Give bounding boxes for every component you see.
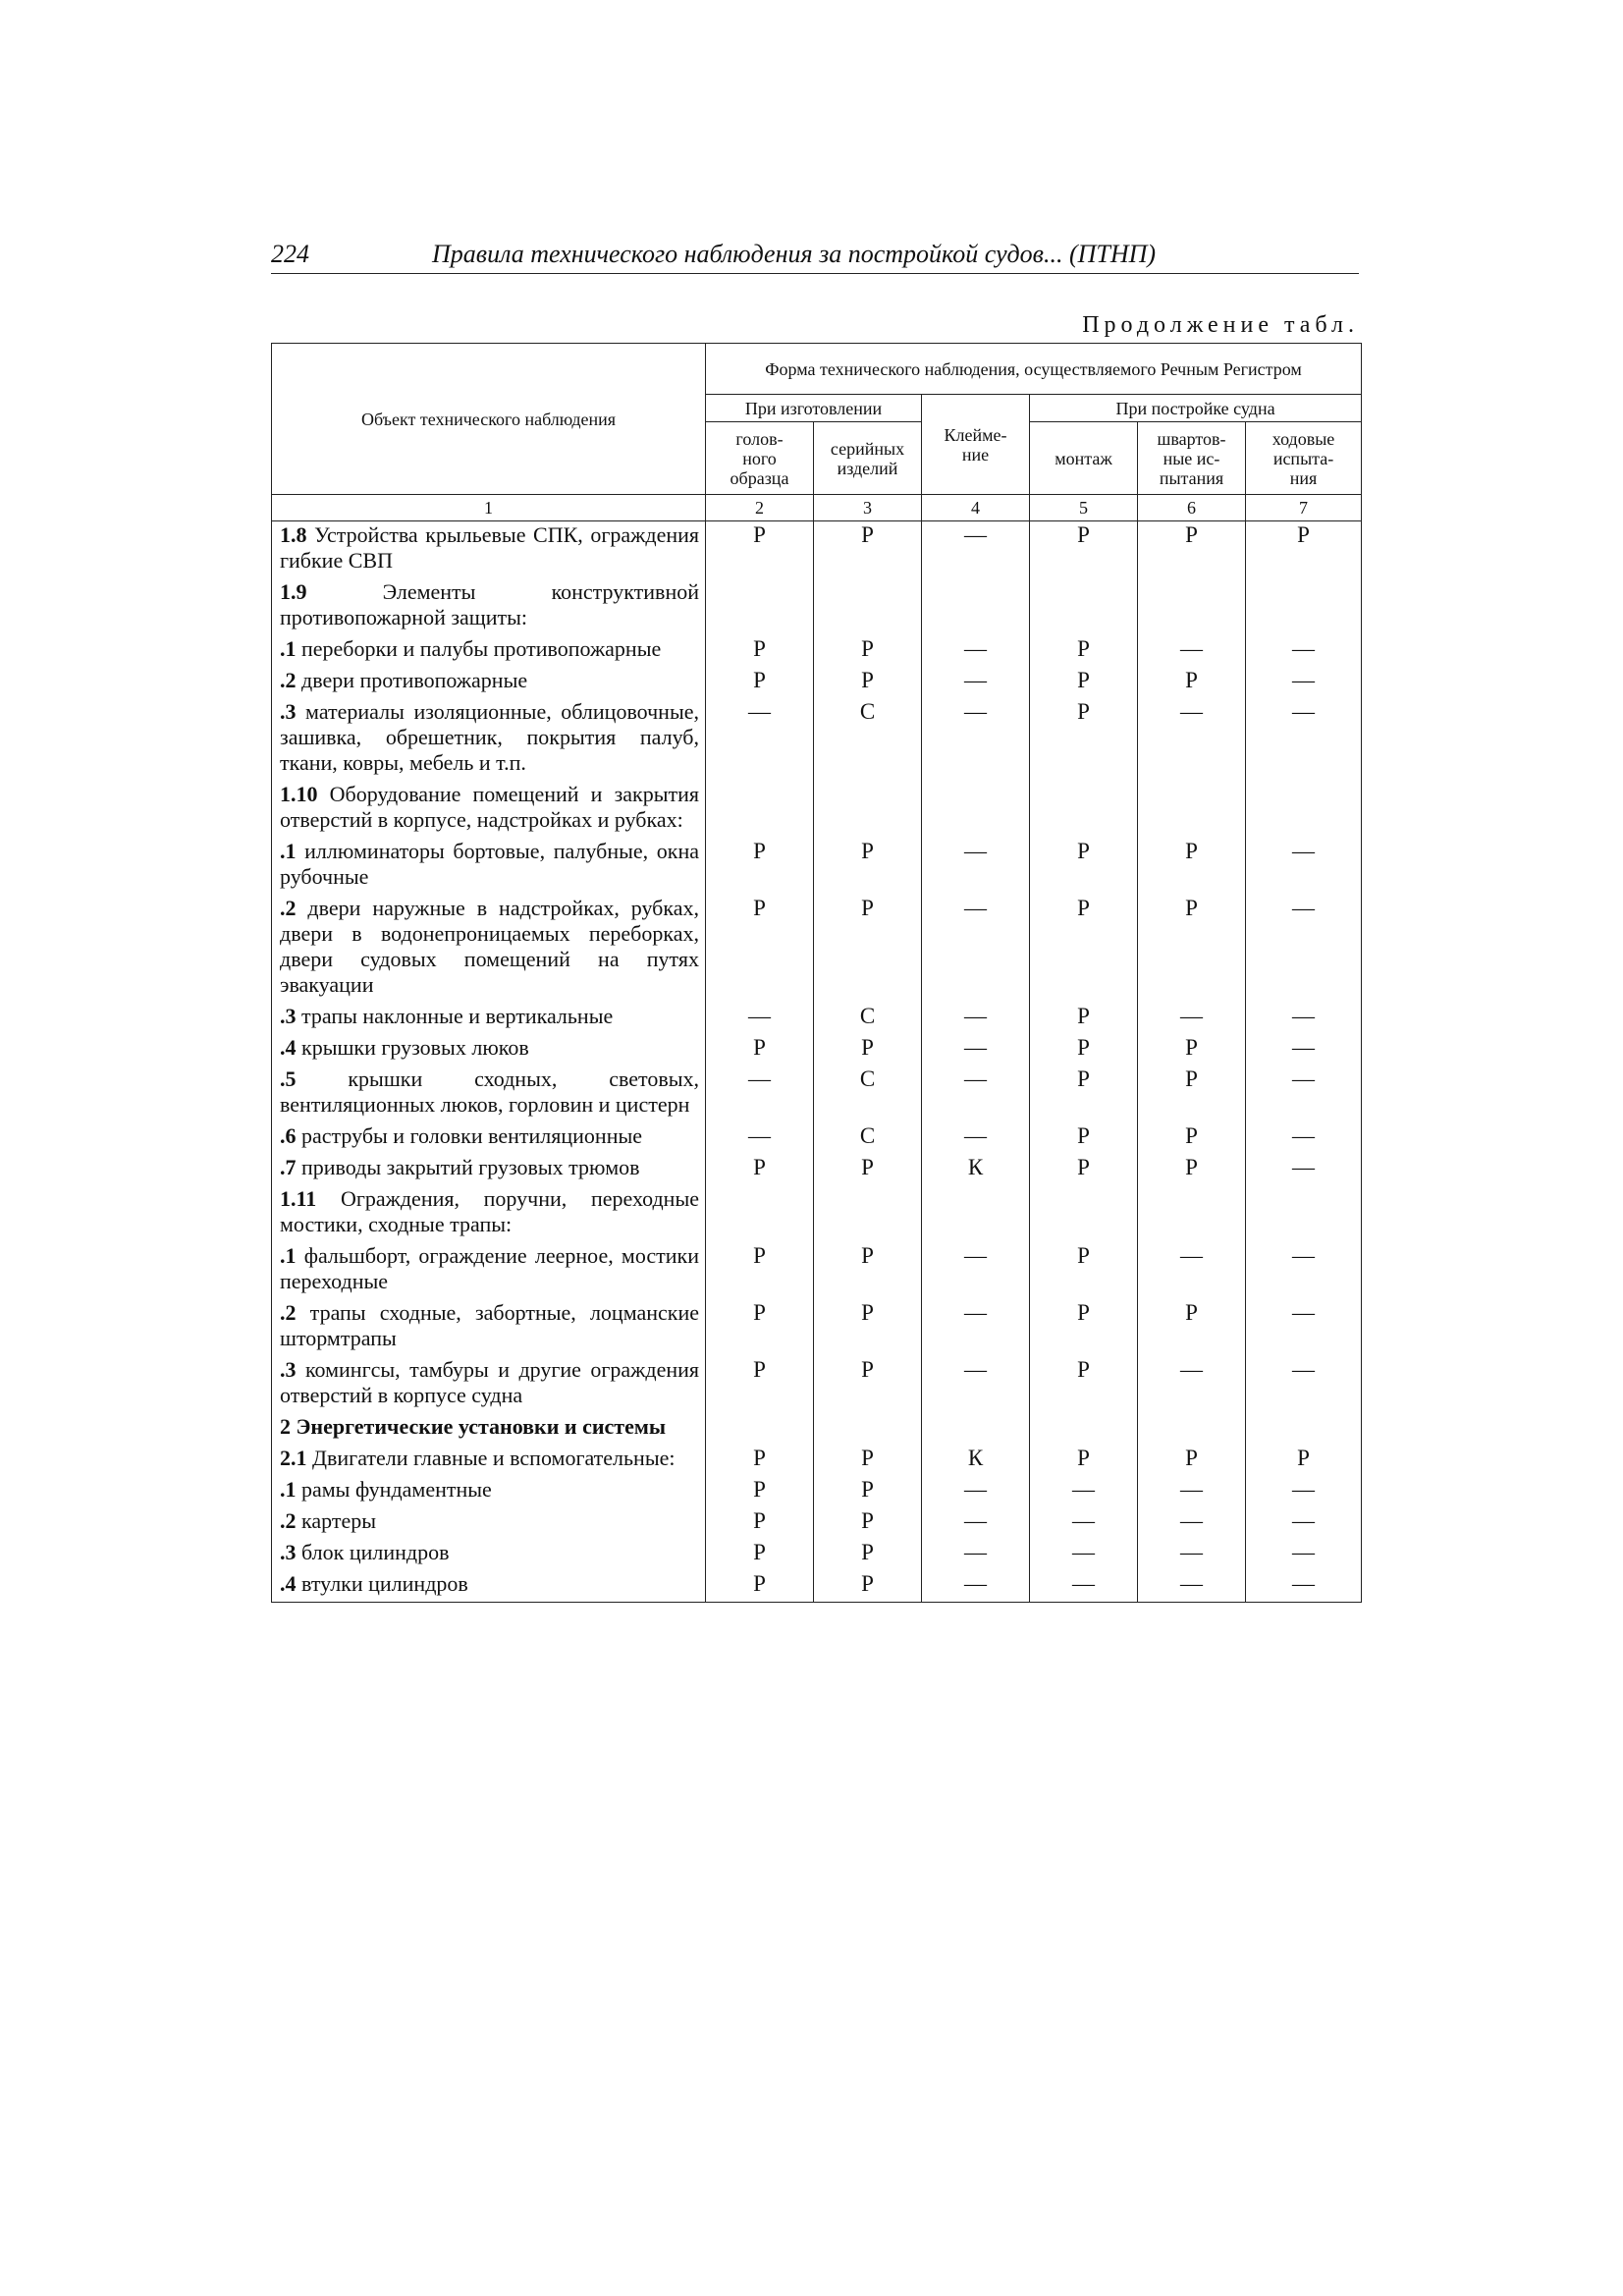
supervision-mark [1030,781,1138,838]
supervision-mark: — [1138,698,1246,781]
supervision-mark: — [1246,895,1362,1003]
supervision-mark: С [814,698,922,781]
supervision-mark: — [1138,1242,1246,1299]
supervision-mark [922,1185,1030,1242]
supervision-mark: Р [706,1242,814,1299]
supervision-mark: — [1246,1507,1362,1539]
row-object [272,1003,706,1034]
row-object [272,781,706,838]
item-number: 1.11 [280,1186,317,1211]
supervision-mark: Р [1246,1445,1362,1476]
row-object [272,895,706,1003]
column-number: 1 [272,495,706,521]
row-object [272,838,706,895]
row-object [272,1034,706,1066]
item-text: крышки грузовых люков [296,1035,529,1060]
row-object [272,1066,706,1122]
supervision-mark: — [1246,1034,1362,1066]
supervision-mark: Р [814,635,922,667]
supervision-mark [1246,578,1362,635]
item-number: .7 [280,1155,297,1179]
supervision-mark: К [922,1445,1030,1476]
table-row [272,521,1362,579]
item-number: .6 [280,1123,297,1148]
item-text: двери противопожарные [296,668,528,692]
row-object [272,521,706,579]
supervision-mark: Р [1030,1242,1138,1299]
item-text: блок цилиндров [296,1540,450,1564]
row-object [272,667,706,698]
running-title: Правила технического наблюдения за постройкой судов... (ПТНП) [432,240,1157,268]
supervision-mark: — [1246,1066,1362,1122]
item-number: 1.10 [280,782,318,806]
supervision-mark: — [1138,1356,1246,1413]
table-row [272,1476,1362,1507]
supervision-mark: Р [706,1507,814,1539]
header-form: Форма технического наблюдения, осуществляемого Речным Регистром [706,344,1362,395]
item-text: Устройства крыльевые СПК, ограждения гибкие СВП [280,522,699,573]
supervision-mark: Р [814,1539,922,1570]
supervision-mark: — [922,838,1030,895]
column-number: 5 [1030,495,1138,521]
supervision-mark [814,1185,922,1242]
item-number: .1 [280,1243,297,1268]
item-text: фальшборт, ограждение леерное, мостики переходные [280,1243,699,1293]
supervision-mark [1138,1185,1246,1242]
supervision-mark: Р [814,1476,922,1507]
supervision-mark: — [1138,1476,1246,1507]
supervision-mark: Р [1030,838,1138,895]
supervision-mark: — [1246,1003,1362,1034]
table-row [272,698,1362,781]
table-row [272,578,1362,635]
row-object [272,698,706,781]
supervision-mark: Р [706,635,814,667]
table-row [272,667,1362,698]
supervision-mark: Р [1246,521,1362,579]
supervision-mark [1138,578,1246,635]
item-text: двери наружные в надстройках, рубках, двери в водонепроницаемых переборках, двери судовых помещений на путях эвакуации [280,896,699,997]
supervision-mark: Р [1138,1066,1246,1122]
supervision-mark [1246,1185,1362,1242]
supervision-mark: Р [1030,1445,1138,1476]
supervision-mark: Р [706,895,814,1003]
column-number: 2 [706,495,814,521]
table-row [272,838,1362,895]
row-object [272,1356,706,1413]
supervision-mark: — [922,1242,1030,1299]
supervision-mark: — [1246,838,1362,895]
supervision-mark: Р [1030,1356,1138,1413]
table-row [272,1185,1362,1242]
item-text: комингсы, тамбуры и другие ограждения отверстий в корпусе судна [280,1357,699,1407]
row-object [272,1476,706,1507]
supervision-mark: — [922,698,1030,781]
page-number: 224 [271,240,309,268]
column-number-row [272,495,1362,521]
supervision-mark: — [922,1476,1030,1507]
supervision-mark [922,781,1030,838]
header-brand: Клейме- ние [922,395,1030,495]
item-number: .2 [280,668,297,692]
item-number: .4 [280,1571,297,1596]
supervision-mark: Р [1138,667,1246,698]
supervision-mark: Р [1138,1154,1246,1185]
item-text: Ограждения, поручни, переходные мостики, сходные трапы: [280,1186,699,1236]
item-number: .1 [280,1477,297,1502]
supervision-mark: Р [814,1507,922,1539]
supervision-mark: Р [1138,1122,1246,1154]
supervision-mark: Р [706,1445,814,1476]
supervision-mark: Р [706,1356,814,1413]
supervision-mark: Р [1030,698,1138,781]
supervision-mark: Р [814,521,922,579]
supervision-mark: — [1246,635,1362,667]
column-number: 3 [814,495,922,521]
supervision-mark: — [922,1356,1030,1413]
item-text: Оборудование помещений и закрытия отверстий в корпусе, надстройках и рубках: [280,782,699,832]
supervision-mark: Р [814,1570,922,1603]
supervision-mark [814,781,922,838]
item-number: 1.9 [280,579,307,604]
table-row [272,1539,1362,1570]
row-object [272,1445,706,1476]
section-title: 2 Энергетические установки и системы [280,1414,667,1439]
table-row [272,1570,1362,1603]
item-number: .2 [280,896,297,920]
supervision-mark: — [706,1003,814,1034]
item-number: .1 [280,839,297,863]
row-object [272,635,706,667]
header-construction: При постройке судна [1030,395,1362,422]
supervision-mark: Р [1138,1299,1246,1356]
supervision-mark: — [1246,1356,1362,1413]
header-lead-sample: голов- ного образца [706,422,814,495]
table-row [272,1507,1362,1539]
supervision-mark: Р [706,1034,814,1066]
item-text: материалы изоляционные, облицовочные, зашивка, обрешетник, покрытия палуб, ткани, ковры, мебель и т.п. [280,699,699,775]
item-number: .3 [280,1357,297,1382]
supervision-mark: — [1138,1539,1246,1570]
supervision-mark: Р [1138,838,1246,895]
supervision-mark: — [1030,1570,1138,1603]
supervision-mark: Р [814,1242,922,1299]
table-row [272,1413,1362,1445]
supervision-mark: — [1246,1299,1362,1356]
supervision-mark: — [922,521,1030,579]
item-text: трапы наклонные и вертикальные [296,1004,614,1028]
table-row [272,1066,1362,1122]
supervision-table [271,343,1362,1603]
column-number: 6 [1138,495,1246,521]
table-row [272,1242,1362,1299]
column-number: 4 [922,495,1030,521]
supervision-mark: — [1246,698,1362,781]
item-text: раструбы и головки вентиляционные [296,1123,643,1148]
table-row [272,1034,1362,1066]
supervision-mark [922,578,1030,635]
row-object [272,1122,706,1154]
table-row [272,635,1362,667]
supervision-mark [1030,578,1138,635]
table-row [272,1003,1362,1034]
row-object [272,1154,706,1185]
supervision-mark: Р [1138,521,1246,579]
supervision-mark: Р [706,1539,814,1570]
supervision-mark: Р [1030,1122,1138,1154]
supervision-mark: Р [814,838,922,895]
supervision-mark: Р [706,1299,814,1356]
supervision-mark: Р [814,1154,922,1185]
supervision-mark: Р [706,838,814,895]
supervision-mark: — [1030,1507,1138,1539]
item-number: .4 [280,1035,297,1060]
item-text: рамы фундаментные [296,1477,492,1502]
row-object [272,1185,706,1242]
item-number: .3 [280,699,297,724]
supervision-mark [706,781,814,838]
supervision-mark: — [1030,1539,1138,1570]
supervision-mark: — [922,1122,1030,1154]
supervision-mark: Р [1030,1066,1138,1122]
supervision-mark: Р [1030,895,1138,1003]
table-row [272,781,1362,838]
supervision-mark: Р [1030,521,1138,579]
item-text: приводы закрытий грузовых трюмов [296,1155,640,1179]
supervision-mark: Р [1138,895,1246,1003]
table-row [272,1122,1362,1154]
supervision-mark [1246,781,1362,838]
supervision-mark: Р [814,1034,922,1066]
supervision-mark: — [1246,1539,1362,1570]
item-number: 1.8 [280,522,307,547]
item-text: втулки цилиндров [296,1571,468,1596]
supervision-mark: Р [1030,1034,1138,1066]
supervision-mark: — [1138,1507,1246,1539]
supervision-mark: Р [706,1570,814,1603]
supervision-mark: Р [814,667,922,698]
item-number: .5 [280,1066,297,1091]
supervision-mark: Р [1138,1445,1246,1476]
supervision-mark [814,1413,922,1445]
supervision-mark: — [922,635,1030,667]
supervision-mark: — [922,1539,1030,1570]
supervision-mark: — [1138,1003,1246,1034]
item-text: Двигатели главные и вспомогательные: [306,1446,676,1470]
supervision-mark: — [1138,1570,1246,1603]
item-text: крышки сходных, световых, вентиляционных люков, горловин и цистерн [280,1066,699,1117]
row-object [272,1570,706,1603]
supervision-mark: — [922,1034,1030,1066]
supervision-mark: Р [706,1154,814,1185]
table-row [272,1356,1362,1413]
supervision-mark: Р [706,1476,814,1507]
supervision-mark [1246,1413,1362,1445]
header-object: Объект технического наблюдения [272,344,706,495]
running-header [271,240,1359,274]
supervision-mark: — [1030,1476,1138,1507]
supervision-mark: — [1246,1476,1362,1507]
header-mooring-tests: швартов- ные ис- пытания [1138,422,1246,495]
item-text: трапы сходные, забортные, лоцманские штормтрапы [280,1300,699,1350]
supervision-mark: Р [814,1356,922,1413]
supervision-mark: — [706,698,814,781]
header-sea-trials: ходовые испыта- ния [1246,422,1362,495]
supervision-mark [706,1413,814,1445]
supervision-mark: С [814,1003,922,1034]
supervision-mark: Р [1030,1154,1138,1185]
supervision-mark: — [922,667,1030,698]
supervision-mark [922,1413,1030,1445]
supervision-mark: Р [1138,1034,1246,1066]
supervision-mark [814,578,922,635]
item-number: .1 [280,636,297,661]
row-object [272,578,706,635]
supervision-mark: Р [1030,667,1138,698]
table-body [272,521,1362,1603]
item-number: .2 [280,1300,297,1325]
supervision-mark [1030,1413,1138,1445]
supervision-mark: Р [1030,1299,1138,1356]
supervision-mark: Р [706,667,814,698]
item-text: картеры [296,1508,376,1533]
supervision-mark: — [1246,1122,1362,1154]
supervision-mark: — [922,1066,1030,1122]
table-row [272,1445,1362,1476]
supervision-mark: С [814,1066,922,1122]
row-object [272,1242,706,1299]
table-row [272,1154,1362,1185]
item-text: иллюминаторы бортовые, палубные, окна рубочные [280,839,699,889]
item-number: .3 [280,1540,297,1564]
supervision-mark: — [1138,635,1246,667]
table-continuation-label: Продолжение табл. [1082,312,1359,338]
supervision-mark [1030,1185,1138,1242]
table-head [272,344,1362,495]
supervision-mark: — [922,895,1030,1003]
supervision-mark: С [814,1122,922,1154]
supervision-mark: Р [1030,1003,1138,1034]
supervision-mark: — [1246,1242,1362,1299]
supervision-mark: Р [706,521,814,579]
item-number: 2.1 [280,1446,307,1470]
header-mounting: монтаж [1030,422,1138,495]
supervision-mark: — [706,1066,814,1122]
table-row [272,1299,1362,1356]
supervision-mark [706,1185,814,1242]
supervision-mark [706,578,814,635]
supervision-mark: — [706,1122,814,1154]
supervision-mark: — [1246,667,1362,698]
supervision-mark: — [922,1299,1030,1356]
row-object [272,1413,706,1445]
item-number: .2 [280,1508,297,1533]
row-object [272,1507,706,1539]
supervision-mark: Р [814,1299,922,1356]
supervision-mark [1138,1413,1246,1445]
supervision-mark: Р [814,895,922,1003]
supervision-mark: — [922,1507,1030,1539]
header-serial: серийных изделий [814,422,922,495]
supervision-mark: К [922,1154,1030,1185]
item-text: переборки и палубы противопожарные [296,636,662,661]
supervision-mark: — [1246,1570,1362,1603]
row-object [272,1299,706,1356]
item-text: Элементы конструктивной противопожарной защиты: [280,579,699,629]
header-manufacture: При изготовлении [706,395,922,422]
supervision-mark: — [922,1570,1030,1603]
supervision-mark: Р [1030,635,1138,667]
supervision-mark [1138,781,1246,838]
supervision-mark: Р [814,1445,922,1476]
table-row [272,895,1362,1003]
supervision-mark: — [1246,1154,1362,1185]
row-object [272,1539,706,1570]
item-number: .3 [280,1004,297,1028]
supervision-mark: — [922,1003,1030,1034]
column-number: 7 [1246,495,1362,521]
